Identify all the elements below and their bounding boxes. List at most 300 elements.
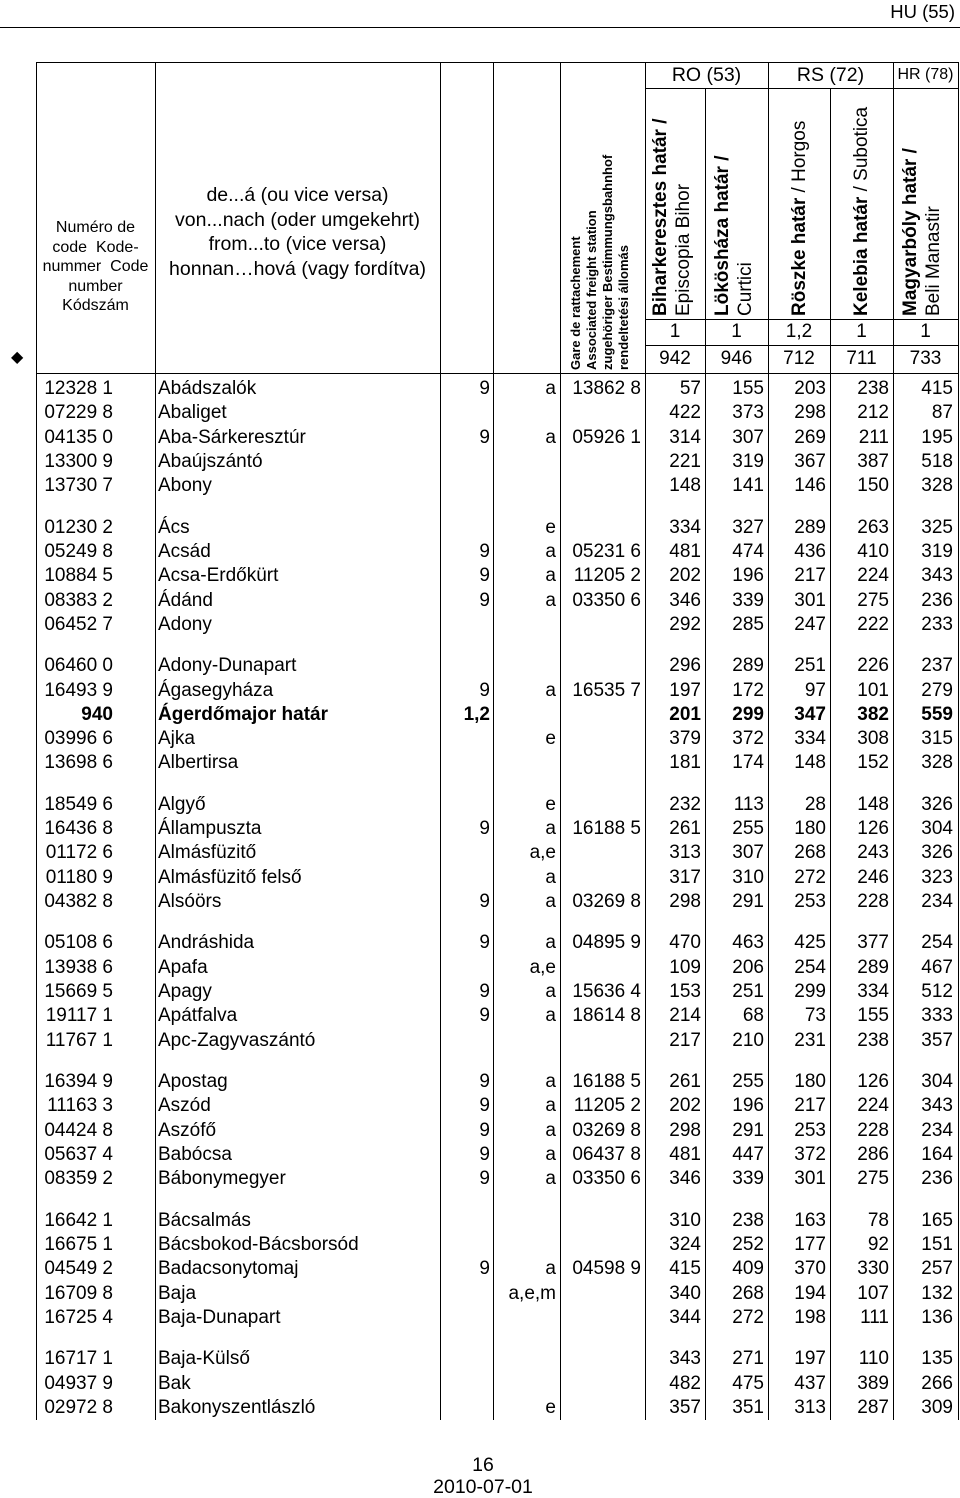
service-flag: e [545, 516, 556, 538]
distance-cell: 271 [732, 1348, 764, 1370]
service-flag: a [545, 1095, 556, 1117]
distance-cell: 315 [921, 728, 953, 750]
table-row [0, 516, 960, 540]
station-name: Ágasegyháza [158, 679, 274, 701]
station-code: 12328 1 [44, 378, 113, 399]
station-name: Aszód [158, 1095, 211, 1117]
freight-station-code [560, 474, 645, 498]
distance-cell: 470 [669, 932, 701, 954]
route-header-line: from...to (vice versa) [208, 233, 387, 255]
distance-cell: 111 [860, 1306, 889, 1328]
distance-cell: 214 [669, 1005, 701, 1027]
distance-cell: 344 [669, 1306, 701, 1328]
table-row [0, 426, 960, 450]
distance-cell: 357 [669, 1396, 701, 1418]
table-row [0, 1396, 960, 1420]
station-name: Aba-Sárkeresztúr [158, 426, 306, 448]
service-flag: a,e [529, 956, 556, 978]
distance-cell: 268 [732, 1282, 764, 1304]
distance-cell: 246 [857, 866, 889, 888]
service-flag: a [545, 866, 556, 888]
distance-cell: 203 [794, 378, 826, 399]
station-name: Bak [158, 1372, 191, 1394]
distance-cell: 437 [794, 1372, 826, 1394]
distance-cell: 253 [794, 1119, 826, 1141]
station-code: 08383 2 [44, 589, 113, 611]
distance-cell: 317 [669, 866, 701, 888]
distance-cell: 279 [921, 679, 953, 701]
station-name: Abádszalók [158, 378, 257, 399]
service-flag: a [545, 426, 556, 448]
distance-cell: 150 [857, 475, 889, 497]
distance-cell: 313 [669, 842, 701, 864]
freight-station-code [560, 793, 645, 817]
border-header-biharkeresztes [649, 90, 695, 316]
distance-cell: 210 [732, 1029, 764, 1051]
tariff-flag: 9 [479, 818, 490, 840]
distance-cell: 340 [669, 1282, 701, 1304]
distance-cell: 272 [732, 1306, 764, 1328]
freight-station-code: 05231 6 [572, 540, 641, 562]
table-row [0, 1070, 960, 1094]
distance-cell: 28 [804, 793, 826, 815]
station-code: 16675 1 [44, 1233, 113, 1255]
table-row [0, 450, 960, 474]
service-flag: a [545, 1168, 556, 1190]
distance-cell: 228 [857, 891, 889, 912]
distance-cell: 132 [921, 1282, 953, 1304]
distance-cell: 73 [804, 1005, 826, 1027]
tariff-flag [440, 401, 493, 425]
station-code: 16717 1 [44, 1348, 113, 1370]
distance-cell: 113 [733, 793, 764, 815]
distance-cell: 289 [794, 516, 826, 538]
tariff-flag [440, 841, 493, 865]
service-flag: e [545, 1396, 556, 1418]
distance-cell: 309 [921, 1396, 953, 1418]
distance-cell: 197 [669, 679, 701, 701]
station-name: Ádánd [158, 589, 213, 611]
station-name: Almásfüzitő felső [158, 866, 302, 888]
station-code: 18549 6 [44, 793, 113, 815]
tariff-flag [440, 1396, 493, 1420]
tariff-flag: 9 [479, 1143, 490, 1165]
distance-cell: 254 [794, 956, 826, 978]
station-code: 13698 6 [44, 752, 113, 774]
distance-cell: 326 [921, 793, 953, 815]
table-row [0, 931, 960, 955]
border-code: 942 [659, 348, 691, 369]
table-row [0, 654, 960, 678]
station-code: 04135 0 [44, 426, 113, 448]
freight-station-code [560, 613, 645, 637]
freight-station-code [560, 751, 645, 775]
freight-station-code [560, 703, 645, 727]
station-code: 01230 2 [44, 516, 113, 538]
freight-station-code [560, 516, 645, 540]
distance-cell: 97 [804, 679, 826, 701]
tariff-flag [440, 866, 493, 890]
station-name: Baja-Külső [158, 1348, 250, 1370]
station-header-line: zugehöriger Bestimmungsbahnhof [600, 154, 615, 370]
service-flag: a,e,m [508, 1282, 556, 1304]
distance-cell: 126 [857, 1071, 889, 1092]
service-flag: a,e [529, 842, 556, 864]
station-name: Aszófő [158, 1119, 217, 1141]
border-header-lokoshaza [711, 90, 757, 316]
table-row [0, 817, 960, 841]
station-name: Abony [158, 475, 212, 497]
station-header-line: Gare de rattachement [568, 236, 583, 370]
distance-cell: 324 [669, 1233, 701, 1255]
distance-cell: 180 [794, 818, 826, 840]
table-row [0, 564, 960, 588]
distance-cell: 148 [669, 475, 701, 497]
distance-cell: 343 [669, 1348, 701, 1370]
distance-cell: 298 [669, 1119, 701, 1141]
tariff-flag: 9 [479, 589, 490, 611]
distance-cell: 343 [921, 565, 953, 587]
distance-cell: 238 [732, 1209, 764, 1231]
border-route-no: 1 [856, 321, 867, 342]
table-row [0, 1119, 960, 1143]
freight-station-code [560, 1306, 645, 1330]
station-name: Bácsalmás [158, 1209, 251, 1231]
station-header-line: rendeltetési állomás [616, 245, 631, 370]
service-flag [493, 1209, 560, 1233]
border-name-local: Episcopia Bihor [673, 183, 694, 316]
distance-cell: 319 [732, 450, 764, 472]
table-row [0, 474, 960, 498]
freight-station-code [560, 956, 645, 980]
distance-cell: 304 [921, 1071, 953, 1092]
station-name: Acsa-Erdőkürt [158, 565, 279, 587]
table-row [0, 727, 960, 751]
distance-cell: 334 [794, 728, 826, 750]
freight-station-code: 05926 1 [572, 426, 641, 448]
tariff-flag: 9 [479, 378, 490, 399]
distance-cell: 257 [921, 1258, 953, 1280]
distance-cell: 475 [732, 1372, 764, 1394]
distance-cell: 243 [857, 842, 889, 864]
station-code: 01180 9 [45, 866, 113, 888]
freight-station-code [560, 450, 645, 474]
table-row [0, 793, 960, 817]
freight-station-code [560, 1282, 645, 1306]
distance-cell: 313 [794, 1396, 826, 1418]
border-name-hu: Biharkeresztes határ / [650, 118, 671, 316]
freight-station-code: 03269 8 [572, 1119, 641, 1141]
border-name-hu: Kelebia határ [851, 196, 872, 316]
distance-cell: 330 [857, 1258, 889, 1280]
distance-cell: 323 [921, 866, 953, 888]
distance-cell: 310 [669, 1209, 701, 1231]
route-header-line: de...á (ou vice versa) [206, 184, 389, 206]
station-name: Ajka [158, 728, 195, 750]
distance-cell: 328 [921, 752, 953, 774]
distance-cell: 372 [794, 1143, 826, 1165]
distance-cell: 148 [794, 752, 826, 774]
freight-station-code [560, 654, 645, 678]
service-flag: a [545, 378, 556, 399]
freight-station-code: 03350 6 [572, 1168, 641, 1190]
code-header-line: number [68, 277, 123, 295]
code-header-line: Kódszám [62, 297, 129, 314]
border-code: 711 [846, 348, 877, 369]
service-flag: e [545, 793, 556, 815]
distance-cell: 237 [921, 655, 953, 677]
station-code: 06460 0 [44, 655, 113, 677]
border-header-roszke [788, 90, 811, 316]
border-name-local: / Horgos [789, 120, 810, 193]
table-row [0, 1306, 960, 1330]
table-row [0, 401, 960, 425]
distance-cell: 233 [921, 613, 953, 635]
distance-cell: 333 [921, 1005, 953, 1027]
distance-cell: 206 [732, 956, 764, 978]
distance-cell: 92 [867, 1233, 889, 1255]
distance-cell: 222 [857, 613, 889, 635]
distance-cell: 201 [669, 703, 701, 725]
tariff-flag [440, 1306, 493, 1330]
station-code: 19117 1 [45, 1005, 113, 1027]
service-flag [493, 1233, 560, 1257]
distance-cell: 415 [669, 1258, 701, 1280]
station-code: 04424 8 [44, 1119, 113, 1141]
border-name-hu: Röszke határ [789, 197, 810, 316]
distance-cell: 136 [921, 1306, 953, 1328]
country-row-border [645, 88, 959, 89]
station-name: Bácsbokod-Bácsborsód [158, 1233, 359, 1255]
table-row [0, 980, 960, 1004]
station-code: 940 [81, 703, 113, 725]
distance-cell: 172 [732, 679, 764, 701]
service-flag [493, 1029, 560, 1053]
service-flag: a [545, 1258, 556, 1280]
freight-station-code: 04598 9 [572, 1258, 641, 1280]
distance-cell: 343 [921, 1095, 953, 1117]
distance-cell: 181 [669, 752, 701, 774]
distance-cell: 234 [921, 1119, 953, 1141]
station-code: 04549 2 [44, 1258, 113, 1280]
tariff-flag: 9 [479, 981, 490, 1002]
station-code: 16642 1 [44, 1209, 113, 1231]
freight-station-code: 18614 8 [572, 1005, 641, 1027]
distance-cell: 512 [921, 981, 953, 1002]
distance-cell: 347 [794, 703, 826, 725]
distance-cell: 198 [794, 1306, 826, 1328]
distance-cell: 165 [921, 1209, 953, 1231]
station-name: Adony-Dunapart [158, 655, 297, 677]
distance-cell: 126 [857, 818, 889, 840]
freight-station-code [560, 727, 645, 751]
station-name: Apafa [158, 956, 208, 978]
distance-cell: 236 [921, 589, 953, 611]
distance-cell: 152 [857, 752, 889, 774]
distance-cell: 425 [794, 932, 826, 954]
distance-cell: 68 [742, 1005, 764, 1027]
service-flag [493, 1372, 560, 1396]
route-header-line: honnan…hová (vagy fordítva) [169, 257, 426, 280]
freight-station-code [560, 1029, 645, 1053]
distance-cell: 291 [732, 891, 764, 912]
table-row [0, 751, 960, 775]
tariff-flag: 9 [479, 1071, 490, 1092]
service-flag [493, 401, 560, 425]
distance-cell: 107 [857, 1282, 889, 1304]
tariff-flag [440, 751, 493, 775]
distance-cell: 326 [921, 842, 953, 864]
country-header-hr: HR (78) [897, 66, 954, 83]
distance-cell: 339 [732, 1168, 764, 1190]
distance-cell: 481 [669, 540, 701, 562]
distance-cell: 346 [669, 1168, 701, 1190]
freight-station-code: 11205 2 [573, 1095, 641, 1117]
station-name: Bábonymegyer [158, 1168, 286, 1190]
distance-cell: 307 [732, 426, 764, 448]
distance-cell: 231 [794, 1029, 826, 1051]
table-row [0, 1233, 960, 1257]
table-row [0, 1209, 960, 1233]
station-name: Baja [158, 1282, 197, 1304]
distance-cell: 217 [669, 1029, 701, 1051]
service-flag [493, 1306, 560, 1330]
station-name: Abaújszántó [158, 450, 263, 472]
border-header-magyarboly [899, 90, 945, 316]
station-name: Alsóörs [158, 891, 222, 912]
border-code: 946 [720, 348, 753, 369]
service-flag: a [545, 565, 556, 587]
table-row [0, 1094, 960, 1118]
station-code: 16436 8 [44, 818, 113, 840]
distance-cell: 151 [921, 1233, 953, 1255]
distance-cell: 263 [857, 516, 889, 538]
distance-cell: 196 [732, 1095, 764, 1117]
distance-cell: 141 [732, 475, 764, 497]
distance-cell: 382 [857, 703, 889, 725]
table-row [0, 890, 960, 914]
distance-cell: 463 [732, 932, 764, 954]
page-number: 16 [472, 1454, 494, 1476]
station-code: 13730 7 [44, 475, 113, 497]
freight-station-code: 03350 6 [572, 589, 641, 611]
station-code: 04937 9 [44, 1372, 113, 1394]
service-flag: a [545, 1143, 556, 1165]
service-flag: a [545, 818, 556, 840]
country-header-ro: RO (53) [671, 64, 742, 86]
service-flag [493, 1347, 560, 1371]
distance-cell: 559 [921, 703, 953, 725]
border-name-local: / Subotica [851, 106, 872, 192]
station-name: Bakonyszentlászló [158, 1396, 316, 1418]
distance-cell: 289 [732, 655, 764, 677]
service-flag [493, 751, 560, 775]
border-name-local: Curtici [735, 262, 756, 316]
freight-station-code: 04895 9 [572, 932, 641, 954]
border-name-hu: Magyarbóly határ / [900, 148, 921, 316]
table-row [0, 589, 960, 613]
station-name: Állampuszta [158, 818, 262, 840]
distance-cell: 287 [857, 1396, 889, 1418]
distance-cell: 261 [669, 818, 701, 840]
distance-cell: 196 [732, 565, 764, 587]
station-name: Ács [158, 516, 190, 538]
tariff-flag: 9 [479, 891, 490, 912]
tariff-flag [440, 516, 493, 540]
edition-date: 2010-07-01 [433, 1476, 533, 1498]
distance-cell: 301 [794, 1168, 826, 1190]
distance-cell: 272 [794, 866, 826, 888]
distance-cell: 163 [794, 1209, 826, 1231]
border-name-hu: Lökösháza határ / [712, 155, 733, 316]
table-row [0, 841, 960, 865]
table-row [0, 1143, 960, 1167]
table-row [0, 1167, 960, 1191]
freight-station-code [560, 1396, 645, 1420]
border-header-kelebia [850, 90, 873, 316]
distance-cell: 180 [794, 1071, 826, 1092]
distance-cell: 334 [857, 981, 889, 1002]
border-code: 712 [783, 348, 815, 369]
tariff-flag [440, 793, 493, 817]
distance-cell: 202 [669, 1095, 701, 1117]
station-name: Albertirsa [158, 752, 239, 774]
distance-cell: 310 [732, 866, 764, 888]
distance-cell: 304 [921, 818, 953, 840]
station-code: 05108 6 [44, 932, 113, 954]
border-name-local: Beli Manastir [923, 206, 944, 316]
distance-cell: 217 [794, 565, 826, 587]
station-name: Apostag [158, 1071, 228, 1092]
distance-cell: 221 [669, 450, 701, 472]
distance-cell: 251 [732, 981, 764, 1002]
tariff-flag: 9 [479, 540, 490, 562]
distance-cell: 148 [857, 793, 889, 815]
service-flag: a [545, 891, 556, 912]
table-row [0, 613, 960, 637]
distance-cell: 268 [794, 842, 826, 864]
distance-cell: 328 [921, 475, 953, 497]
distance-cell: 164 [921, 1143, 953, 1165]
service-flag: a [545, 589, 556, 611]
route-column-header [155, 183, 440, 281]
distance-cell: 292 [669, 613, 701, 635]
tariff-flag [440, 1029, 493, 1053]
station-code: 02972 8 [44, 1396, 113, 1418]
distance-cell: 301 [794, 589, 826, 611]
station-name: Acsád [158, 540, 211, 562]
station-name: Andráshida [158, 932, 255, 954]
station-code: 06452 7 [44, 613, 113, 635]
distance-cell: 372 [732, 728, 764, 750]
freight-station-code: 06437 8 [572, 1143, 641, 1165]
station-code: 16709 8 [44, 1282, 113, 1304]
station-name: Apátfalva [158, 1005, 238, 1027]
distance-cell: 255 [732, 818, 764, 840]
border-code: 733 [909, 348, 942, 369]
border-route-no: 1,2 [785, 321, 813, 342]
station-code: 13300 9 [44, 450, 113, 472]
distance-cell: 78 [867, 1209, 889, 1231]
station-name: Abaliget [158, 402, 227, 424]
code-header-line: code Kode- [52, 238, 139, 256]
station-name: Babócsa [158, 1143, 232, 1165]
distance-cell: 409 [732, 1258, 764, 1280]
station-code: 16394 9 [44, 1071, 113, 1092]
distance-cell: 153 [669, 981, 701, 1002]
distance-cell: 87 [931, 402, 953, 424]
service-flag: e [545, 728, 556, 750]
